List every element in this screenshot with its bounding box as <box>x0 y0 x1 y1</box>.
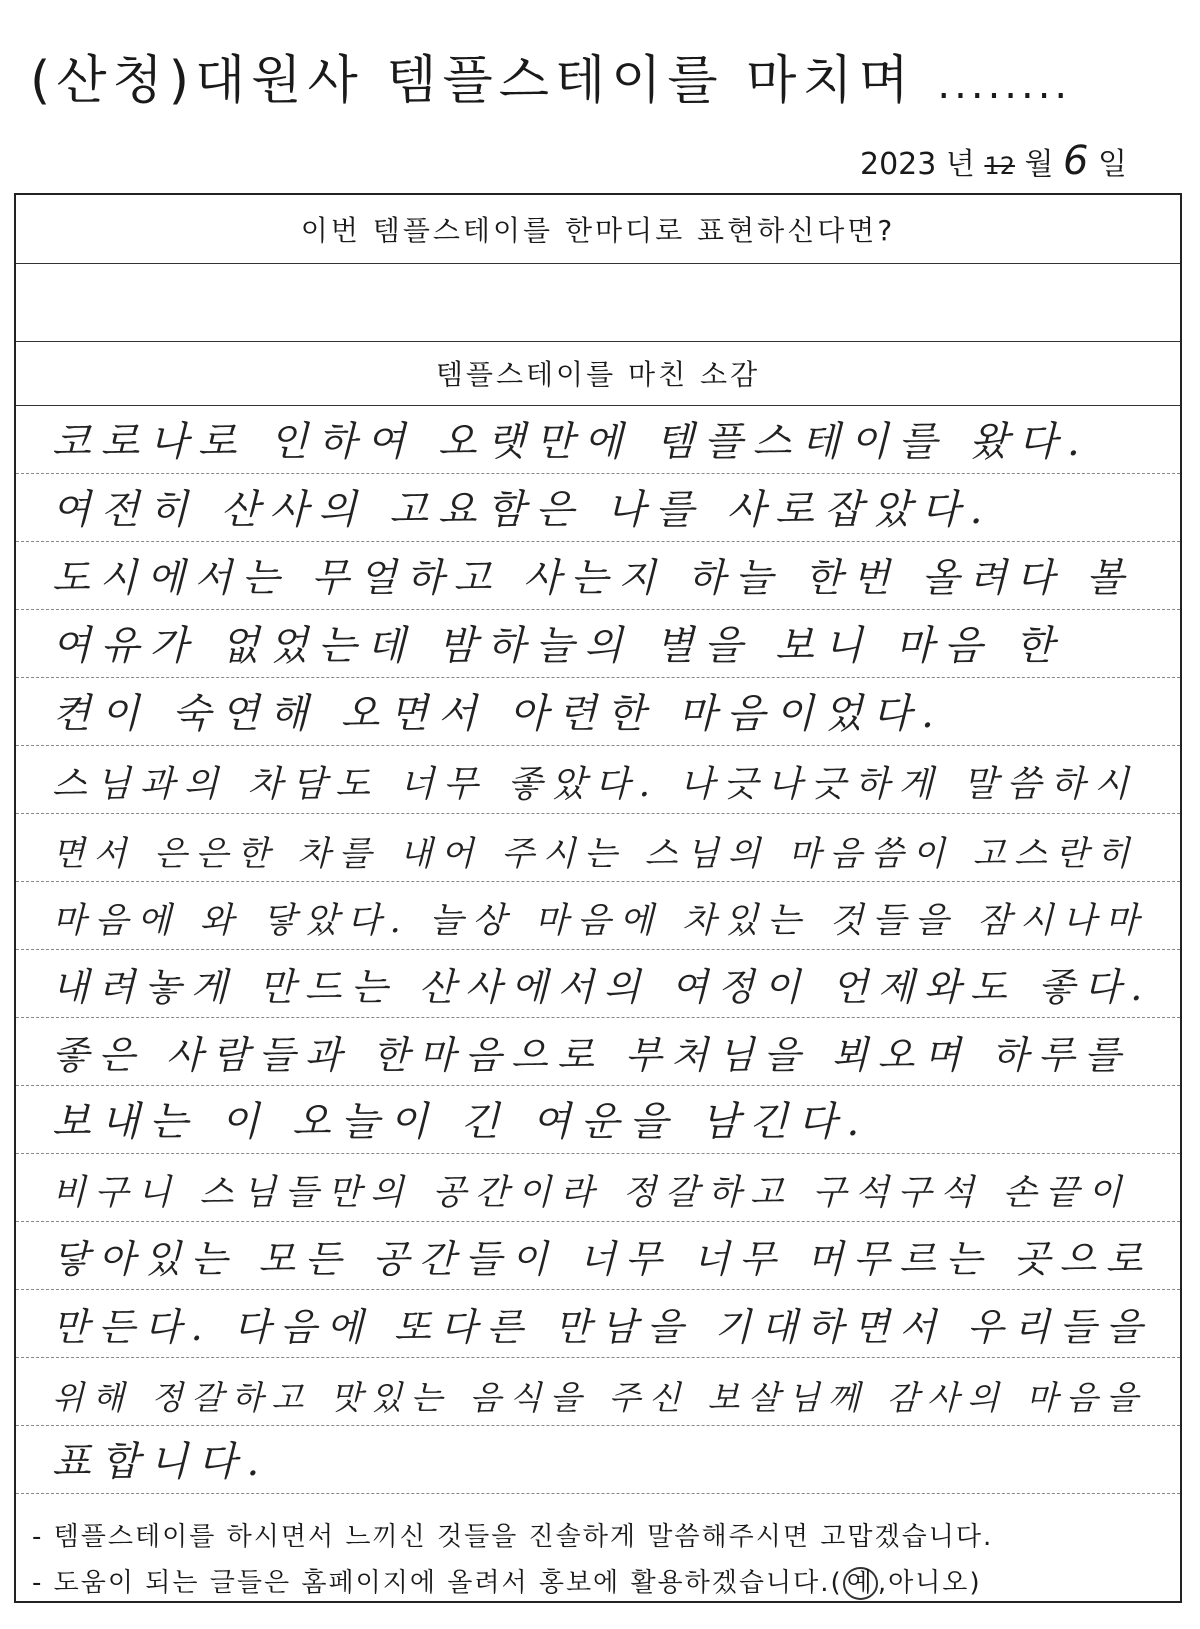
handwritten-line-text: 좋은 사람들과 한마음으로 부처님을 뵈오며 하루를 <box>52 1033 1131 1077</box>
date-year: 2023 년 <box>860 147 975 182</box>
handwritten-line-text: 코로나로 인하여 오랫만에 템플스테이를 왔다. <box>52 419 1090 465</box>
date-month: 12 <box>984 152 1015 180</box>
handwritten-line <box>16 1357 1180 1426</box>
handwritten-line-text: 내려놓게 만드는 산사에서의 여정이 언제와도 좋다. <box>52 965 1152 1009</box>
consent-separator: , <box>877 1568 889 1598</box>
feedback-form <box>14 193 1182 1603</box>
question-one-answer <box>16 263 1180 342</box>
date-line <box>860 138 1127 184</box>
handwritten-line <box>16 1221 1180 1290</box>
handwritten-line-text: 도시에서는 무얼하고 사는지 하늘 한번 올려다 볼 <box>52 556 1134 601</box>
handwritten-line <box>16 745 1180 814</box>
handwritten-line-text: 보내는 이 오늘이 긴 여운을 남긴다. <box>52 1099 870 1145</box>
consent-no-option: 아니오 <box>888 1568 970 1598</box>
handwritten-line <box>16 1289 1180 1358</box>
handwritten-line-text: 마음에 와 닿았다. 늘상 마음에 차있는 것들을 잠시나마 <box>52 901 1148 941</box>
handwritten-line <box>16 405 1180 474</box>
consent-yes-option: 예 <box>843 1567 878 1600</box>
handwritten-line <box>16 609 1180 678</box>
handwritten-line-text: 비구니 스님들만의 공간이라 정갈하고 구석구석 손끝이 <box>52 1173 1131 1213</box>
handwritten-line <box>16 1153 1180 1222</box>
consent-close-paren: ) <box>969 1568 982 1598</box>
date-day: 6 <box>1063 138 1089 184</box>
handwritten-line-text: 켠이 숙연해 오면서 아련한 마음이었다. <box>52 691 944 737</box>
date-day-unit: 일 <box>1098 147 1128 182</box>
handwritten-line <box>16 473 1180 542</box>
handwritten-line <box>16 677 1180 746</box>
handwritten-line <box>16 1085 1180 1154</box>
page-title <box>30 38 1071 113</box>
handwritten-line-text: 여전히 산사의 고요함은 나를 사로잡았다. <box>52 487 993 533</box>
handwritten-line <box>16 1017 1180 1086</box>
handwritten-line-text: 여유가 없었는데 밤하늘의 별을 보니 마음 한 <box>52 623 1064 669</box>
date-month-unit: 월 <box>1024 147 1054 182</box>
consent-open-paren: ( <box>830 1568 843 1598</box>
handwritten-line-text: 표합니다. <box>52 1439 270 1485</box>
question-one-header <box>16 195 1180 264</box>
title-text: (산청)대원사 템플스테이를 마치며 <box>30 51 915 111</box>
handwritten-line-text: 만든다. 다음에 또다른 만남을 기대하면서 우리들을 <box>52 1305 1152 1349</box>
title-dots: ........ <box>937 62 1072 108</box>
handwritten-line <box>16 949 1180 1018</box>
handwritten-line <box>16 541 1180 610</box>
question-two-header <box>16 341 1180 406</box>
handwritten-line-text: 스님과의 차담도 너무 좋았다. 나긋나긋하게 말씀하시 <box>52 764 1138 805</box>
footer-note-consent <box>32 1562 982 1600</box>
handwritten-line <box>16 813 1180 882</box>
footer-note-consent-text: - 도움이 되는 글들은 홈페이지에 올려서 홍보에 활용하겠습니다. <box>32 1568 831 1598</box>
handwritten-line-text: 면서 은은한 차를 내어 주시는 스님의 마음씀이 고스란히 <box>52 834 1139 874</box>
question-two-label: 템플스테이를 마친 소감 <box>435 358 761 391</box>
footer-note-honest <box>32 1516 993 1553</box>
handwritten-line <box>16 1425 1180 1494</box>
handwritten-line-text: 위해 정갈하고 맛있는 음식을 주신 보살님께 감사의 마음을 <box>52 1378 1147 1417</box>
handwritten-line <box>16 881 1180 950</box>
footer-note-honest-text: - 템플스테이를 하시면서 느끼신 것들을 진솔하게 말씀해주시면 고맙겠습니다. <box>32 1522 994 1552</box>
handwritten-line-text: 닿아있는 모든 공간들이 너무 너무 머무르는 곳으로 <box>52 1237 1152 1281</box>
question-one-label: 이번 템플스테이를 한마디로 표현하신다면? <box>300 214 896 247</box>
